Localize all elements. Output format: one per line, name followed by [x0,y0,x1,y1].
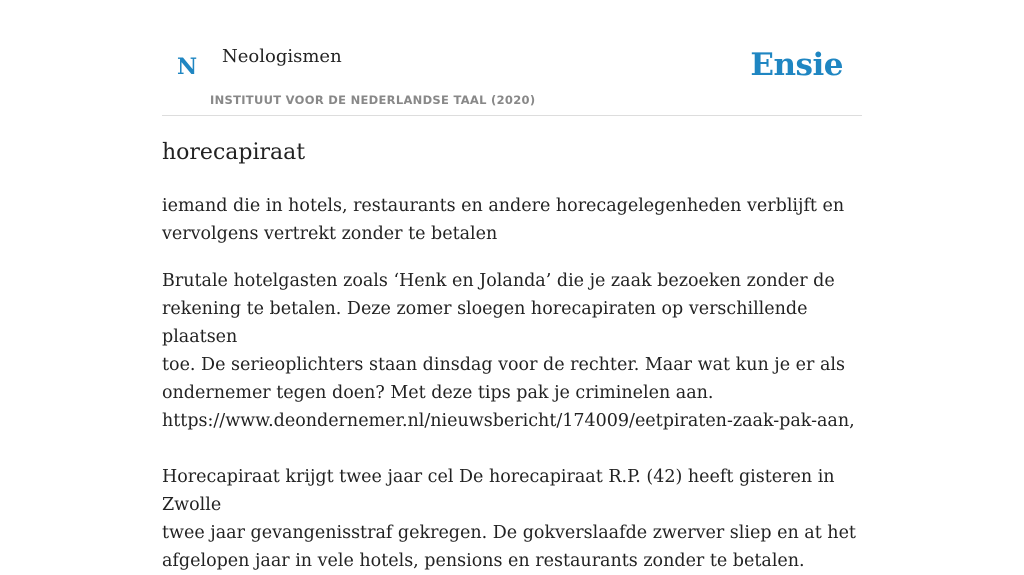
dictionary-initial-icon: N [177,54,198,80]
example-line: twee jaar gevangenisstraf gekregen. De gokverslaafde zwerver sliep en at het [162,523,856,543]
entry-headword: horecapiraat [162,140,306,165]
example-spacer [162,435,862,463]
ensie-logo[interactable]: Ensie [750,47,843,83]
example-line: Brutale hotelgasten zoals ‘Henk en Jolanda’ die je zaak bezoeken zonder de [162,271,835,291]
entry-example [162,267,862,575]
definition-line: iemand die in hotels, restaurants en andere horecagelegenheden verblijft en [162,196,845,216]
example-line: afgelopen jaar in vele hotels, pensions en restaurants zonder te betalen. [162,551,805,571]
definition-line: vervolgens vertrekt zonder te betalen [162,224,498,244]
example-line: ondernemer tegen doen? Met deze tips pak je criminelen aan. [162,383,714,403]
dictionary-header [162,0,862,116]
example-line: Horecapiraat krijgt twee jaar cel De horecapiraat R.P. (42) heeft gisteren in Zwolle [162,467,835,515]
dictionary-source: INSTITUUT VOOR DE NEDERLANDSE TAAL (2020) [210,93,536,107]
example-source-url: https://www.deondernemer.nl/nieuwsbericht/174009/eetpiraten-zaak-pak-aan, [162,411,855,431]
entry-card [162,0,862,571]
example-line: toe. De serieoplichters staan dinsdag voor de rechter. Maar wat kun je er als [162,355,845,375]
example-line: rekening te betalen. Deze zomer sloegen horecapiraten op verschillende plaatsen [162,299,808,347]
entry-definition [162,192,862,248]
dictionary-name-link[interactable]: Neologismen [222,46,342,67]
